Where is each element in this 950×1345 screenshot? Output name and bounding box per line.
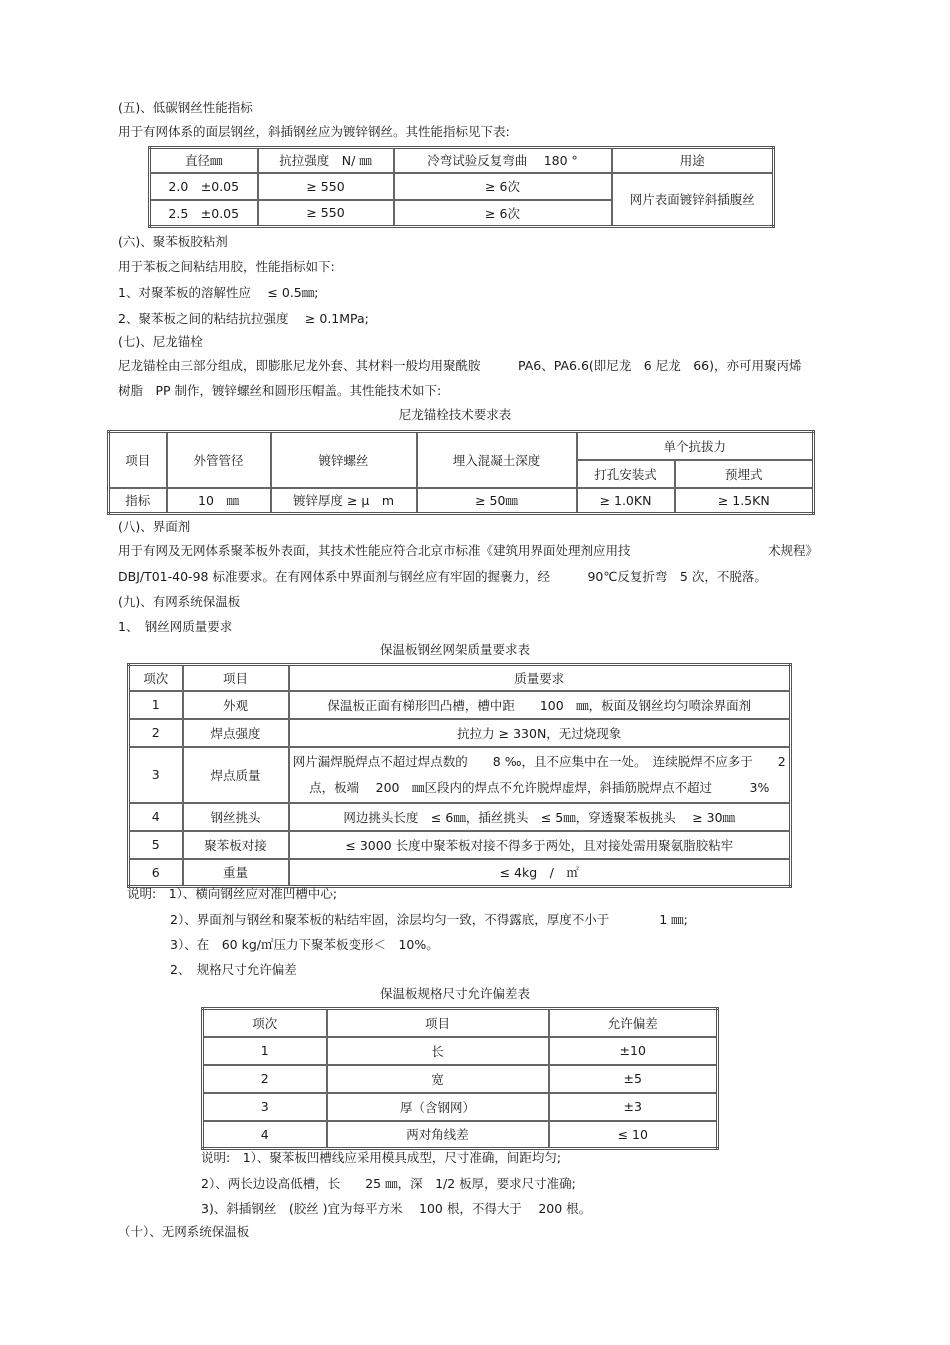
anchor-table-title: 尼龙锚栓技术要求表 [398,407,512,422]
table-cell: ≥ 1.0KN [577,488,675,514]
table-cell: ≥ 550 [258,200,394,227]
section-7-paragraph: 尼龙锚栓由三部分组成，即膨胀尼龙外套、其材料一般均用聚酰胺 PA6、PA6.6(即尼龙 6 尼龙 66)，亦可用聚丙烯 [118,358,802,373]
table-cell: 4 [203,1121,327,1149]
table-header-row [109,432,814,460]
table-cell: 宽 [327,1065,549,1093]
table-cell: 钢丝挑头 [183,803,289,831]
table-cell: ≥ 550 [258,173,394,200]
section-6-item-2: 2、聚苯板之间的粘结抗拉强度 ≥ 0.1MPa; [118,311,369,326]
table-row [203,1037,718,1065]
note-line: 2）、两长边设高低槽，长 25 ㎜，深 1/2 板厚，要求尺寸准确; [201,1176,576,1191]
table-cell: ≤ 4kg / ㎡ [289,859,791,887]
section-9-sub-2: 2、 规格尺寸允许偏差 [170,962,297,977]
table-cell: 网片漏焊脱焊点不超过焊点数的 8 ‰，且不应集中在一处。 连续脱焊不应多于 2点，板端 200 ㎜区段内的焊点不允许脱焊虚焊，斜插筋脱焊点不超过 3% [289,747,791,803]
section-8-paragraph: 用于有网及无网体系聚苯板外表面，其技术性能应符合北京市标准《建筑用界面处理剂应用技 [118,543,631,558]
table-cell: 保温板正面有梯形凹凸槽，槽中距 100 ㎜，板面及钢丝均匀喷涂界面剂 [289,691,791,719]
section-5-heading: (五)、低碳钢丝性能指标 [118,100,253,115]
table-cell: ≥ 6次 [394,173,612,200]
table-header-cell: 直径㎜ [150,148,258,173]
table-header-cell: 项次 [129,665,183,691]
note-line: 3）、在 60 kg/㎡压力下聚苯板变形＜ 10%。 [170,937,439,952]
table-row [129,803,791,831]
table-cell: ≥ 50㎜ [417,488,577,514]
table-cell: 5 [129,831,183,859]
tolerance-table-title: 保温板规格尺寸允许偏差表 [379,986,530,1001]
section-8-paragraph-2: DBJ/T01-40-98 标准要求。在有网体系中界面剂与钢丝应有牢固的握裹力，经 90℃反复折弯 5 次，不脱落。 [118,569,767,584]
table-header-row [150,148,774,173]
table-row [129,859,791,887]
tolerance-table [201,1007,719,1150]
table-cell: 焊点质量 [183,747,289,803]
steel-wire-table [148,146,775,228]
table-cell: 2.0 ±0.05 [150,173,258,200]
table-cell: 2 [129,719,183,747]
table-row [129,691,791,719]
table-cell: ±10 [549,1037,718,1065]
section-8-paragraph-end: 术规程》 [768,543,819,558]
section-8-heading: (八)、界面剂 [118,519,191,534]
table-cell: 镀锌厚度 ≥ μ m [271,488,417,514]
mesh-quality-table [127,663,792,888]
table-cell: 指标 [109,488,167,514]
section-6-item-1: 1、对聚苯板的溶解性应 ≤ 0.5㎜; [118,285,319,300]
table-cell: ±3 [549,1093,718,1121]
section-5-intro: 用于有网体系的面层钢丝，斜插钢丝应为镀锌钢丝。其性能指标见下表: [118,124,510,139]
note-line: 说明: 1）、横向钢丝应对准凹槽中心; [127,886,338,901]
table-cell: ≤ 10 [549,1121,718,1149]
table-header-cell: 冷弯试验反复弯曲 180 ° [394,148,612,173]
table-header-cell: 质量要求 [289,665,791,691]
note-line: 2）、界面剂与钢丝和聚苯板的粘结牢固，涂层均匀一致，不得露底，厚度不小于 1 ㎜; [170,912,688,927]
table-cell: 3 [203,1093,327,1121]
table-header-cell: 镀锌螺丝 [271,432,417,488]
table-header-cell: 外管管径 [167,432,271,488]
table-row [129,747,791,803]
mesh-table-title: 保温板钢丝网架质量要求表 [379,642,530,657]
section-6-intro: 用于苯板之间粘结用胶，性能指标如下: [118,259,335,274]
table-header-cell: 项次 [203,1009,327,1037]
table-cell: 2.5 ±0.05 [150,200,258,227]
table-row [129,831,791,859]
table-header-cell: 项目 [109,432,167,488]
table-header-cell: 抗拉强度 N/ ㎜ [258,148,394,173]
table-header-row [203,1009,718,1037]
table-row [203,1121,718,1149]
table-row [203,1093,718,1121]
note-line: 3)、斜插钢丝 (胶丝 )宜为每平方米 100 根，不得大于 200 根。 [201,1201,592,1216]
table-cell: 焊点强度 [183,719,289,747]
table-row [150,173,774,200]
table-cell: 网边挑头长度 ≤ 6㎜，插丝挑头 ≤ 5㎜，穿透聚苯板挑头 ≥ 30㎜ [289,803,791,831]
table-cell: 3 [129,747,183,803]
section-6-heading: (六)、聚苯板胶粘剂 [118,234,228,249]
table-cell: 抗拉力 ≥ 330N，无过烧现象 [289,719,791,747]
note-line: 说明: 1）、聚苯板凹槽线应采用模具成型，尺寸准确，间距均匀; [201,1150,562,1165]
table-cell: 10 ㎜ [167,488,271,514]
anchor-table [107,430,815,515]
table-row [203,1065,718,1093]
table-cell: ≥ 6次 [394,200,612,227]
table-cell: 厚（含钢网） [327,1093,549,1121]
table-header-cell: 项目 [183,665,289,691]
table-header-cell: 埋入混凝土深度 [417,432,577,488]
table-cell: 两对角线差 [327,1121,549,1149]
table-cell: 1 [129,691,183,719]
table-header-cell: 项目 [327,1009,549,1037]
table-header-cell: 打孔安装式 [577,460,675,488]
table-cell: ≥ 1.5KN [675,488,814,514]
table-header-cell: 允许偏差 [549,1009,718,1037]
section-7-heading: (七)、尼龙锚栓 [118,334,203,349]
table-cell: 6 [129,859,183,887]
table-cell: 1 [203,1037,327,1065]
table-cell: 重量 [183,859,289,887]
table-cell: 聚苯板对接 [183,831,289,859]
table-row [109,488,814,514]
table-cell: 2 [203,1065,327,1093]
table-cell: 长 [327,1037,549,1065]
table-cell: ≤ 3000 长度中聚苯板对接不得多于两处，且对接处需用聚氨脂胶粘牢 [289,831,791,859]
table-cell: 外观 [183,691,289,719]
table-header-cell: 用途 [612,148,774,173]
table-cell: 4 [129,803,183,831]
usage-cell: 网片表面镀锌斜插腹丝 [612,173,774,227]
section-9-heading: (九)、有网系统保温板 [118,594,241,609]
table-cell: ±5 [549,1065,718,1093]
table-row [129,719,791,747]
section-10-heading: （十）、无网系统保温板 [118,1224,250,1239]
table-header-row [129,665,791,691]
section-7-paragraph-2: 树脂 PP 制作，镀锌螺丝和圆形压帽盖。其性能技术如下: [118,383,442,398]
table-header-cell: 单个抗拔力 [577,432,814,460]
section-9-sub-1: 1、 钢丝网质量要求 [118,619,233,634]
table-header-cell: 预埋式 [675,460,814,488]
